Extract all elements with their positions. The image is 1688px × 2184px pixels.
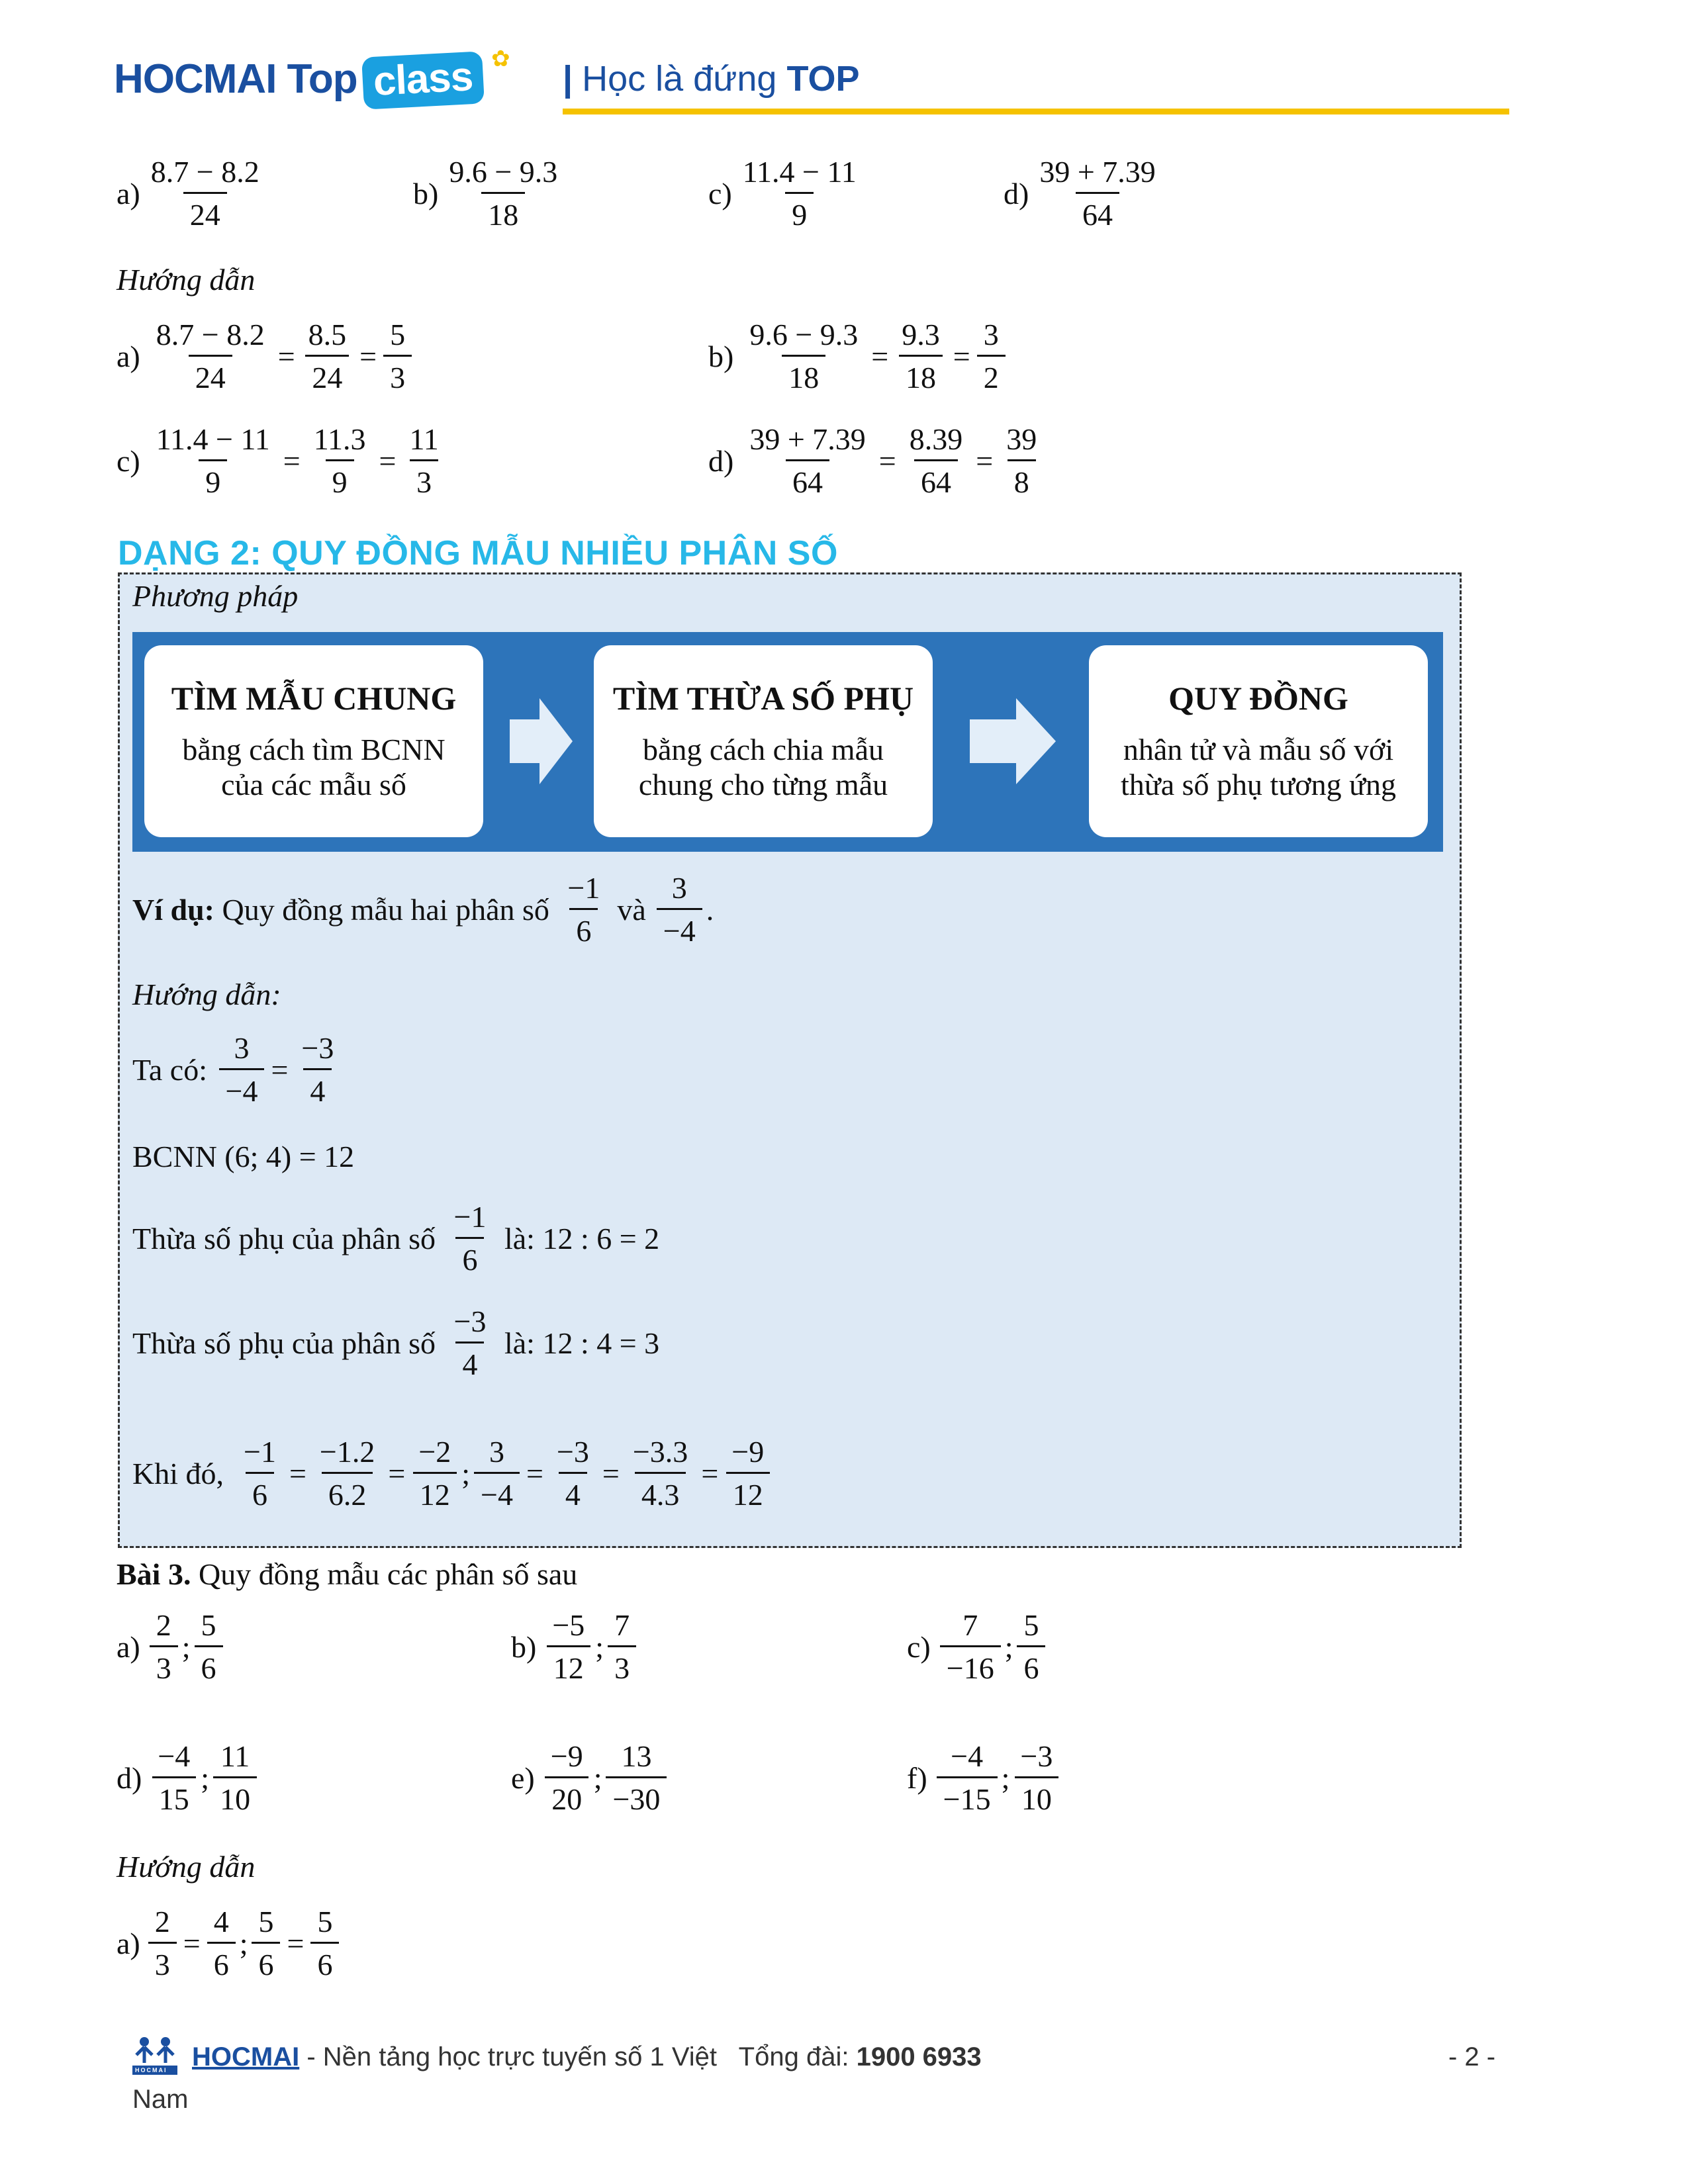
khido-chain-2 <box>470 1436 774 1512</box>
method-title: Phương pháp <box>132 579 299 613</box>
fraction <box>626 1436 694 1512</box>
numerator: 11 <box>220 1739 250 1773</box>
numerator: 11.3 <box>313 422 366 456</box>
example-label: Ví dụ: <box>132 893 214 927</box>
fraction <box>550 1436 596 1512</box>
fraction <box>1013 1741 1059 1816</box>
fraction <box>937 1741 998 1816</box>
step-1-heading: TÌM MẪU CHUNG <box>171 680 457 717</box>
fraction <box>383 319 412 394</box>
fraction <box>895 319 947 394</box>
fraction <box>725 1436 771 1512</box>
logo-class-badge: class <box>361 51 485 109</box>
step-3-line-1: nhân tử và mẫu số với <box>1123 732 1394 766</box>
step-card-1 <box>144 645 483 837</box>
denominator: 3 <box>148 1942 177 1981</box>
item-label: f) <box>907 1761 927 1796</box>
guide-d <box>708 424 1047 499</box>
denominator: 18 <box>899 355 943 394</box>
bai3-b <box>511 1610 640 1685</box>
denominator: 6 <box>252 1942 280 1981</box>
tsp-result: là: 12 : 6 = 2 <box>504 1222 660 1256</box>
item-label: c) <box>708 177 732 211</box>
fraction <box>307 424 373 499</box>
numerator: −5 <box>552 1608 585 1642</box>
tsp-line-2 <box>132 1306 659 1381</box>
equals: = <box>871 340 889 374</box>
denominator: 15 <box>152 1776 196 1815</box>
numerator: 2 <box>156 1608 171 1642</box>
item-label: b) <box>708 340 734 374</box>
denominator: 6 <box>1017 1645 1045 1684</box>
numerator: 9.6 − 9.3 <box>749 318 859 351</box>
numerator: −1 <box>567 871 600 905</box>
denominator: 6 <box>455 1237 484 1276</box>
denominator: 2 <box>977 355 1006 394</box>
item-label: e) <box>511 1761 535 1796</box>
numerator: 7 <box>614 1608 630 1642</box>
and-text: và <box>617 893 646 927</box>
fraction <box>1017 1610 1045 1685</box>
section-title: DẠNG 2: QUY ĐỒNG MẪU NHIỀU PHÂN SỐ <box>118 534 838 572</box>
fraction <box>903 424 970 499</box>
item-label: a) <box>117 177 140 211</box>
fraction <box>151 1741 197 1816</box>
denominator: 4.3 <box>635 1472 686 1511</box>
step-card-2 <box>594 645 933 837</box>
fraction <box>150 424 277 499</box>
numerator: 5 <box>201 1608 216 1642</box>
bai3-d <box>117 1741 261 1816</box>
item-label: d) <box>1004 177 1029 211</box>
step-2-line-2: chung cho từng mẫu <box>638 767 888 801</box>
numerator: 39 <box>1006 422 1037 456</box>
footer-nam: Nam <box>132 2085 189 2114</box>
denominator: 12 <box>413 1472 457 1511</box>
numerator: 3 <box>983 318 999 351</box>
fraction <box>150 1610 178 1685</box>
semicolon: ; <box>1004 1630 1013 1664</box>
denominator: 10 <box>213 1776 257 1815</box>
hotline-number: 1900 6933 <box>856 2042 982 2071</box>
page-number <box>1448 2042 1495 2072</box>
bai3-c <box>907 1610 1049 1685</box>
slogan-bar: | <box>563 59 573 99</box>
footer-brand-link[interactable]: HOCMAI <box>192 2042 300 2071</box>
item-label: d) <box>117 1761 142 1796</box>
semicolon: ; <box>181 1630 191 1664</box>
equals: = <box>277 340 295 374</box>
semicolon: ; <box>461 1457 471 1491</box>
denominator: −4 <box>474 1472 520 1511</box>
denominator: 6.2 <box>322 1472 373 1511</box>
fraction <box>313 1436 381 1512</box>
numerator: −9 <box>731 1435 765 1469</box>
fraction <box>940 1610 1001 1685</box>
equals: = <box>379 444 397 478</box>
fraction <box>213 1741 257 1816</box>
numerator: 9.3 <box>902 318 940 351</box>
denominator: 3 <box>410 459 438 498</box>
numerator: 3 <box>489 1435 505 1469</box>
denominator: 20 <box>545 1776 588 1815</box>
numerator: 5 <box>1023 1608 1039 1642</box>
exercise-b <box>413 156 568 232</box>
numerator: 2 <box>154 1905 170 1938</box>
numerator: 8.5 <box>308 318 347 351</box>
numerator: −3.3 <box>632 1435 688 1469</box>
bai3-heading <box>117 1559 577 1590</box>
numerator: −9 <box>550 1739 583 1773</box>
tsp-result: là: 12 : 4 = 3 <box>504 1326 660 1361</box>
numerator: −2 <box>418 1435 451 1469</box>
numerator: 13 <box>621 1739 652 1773</box>
denominator: 9 <box>326 459 354 498</box>
semicolon: ; <box>1001 1761 1010 1796</box>
semicolon: ; <box>239 1927 248 1961</box>
bai3-e <box>511 1741 671 1816</box>
fraction <box>412 1436 457 1512</box>
tsp-line-1 <box>132 1201 659 1277</box>
numerator: 11 <box>409 422 439 456</box>
bai3-answer-a <box>117 1906 343 1981</box>
denominator: 24 <box>189 355 232 394</box>
fraction <box>302 319 353 394</box>
slogan-top: TOP <box>786 59 860 99</box>
equals: = <box>287 1927 305 1961</box>
fraction <box>743 424 872 499</box>
guide-b <box>708 319 1009 394</box>
step-1-line-1: bằng cách tìm BCNN <box>182 732 445 766</box>
bcnn-line: BCNN (6; 4) = 12 <box>132 1140 355 1173</box>
numerator: −3 <box>453 1304 487 1338</box>
bai3-f <box>907 1741 1063 1816</box>
numerator: 11.4 − 11 <box>156 422 270 456</box>
equals: = <box>602 1457 620 1491</box>
denominator: 9 <box>199 459 227 498</box>
denominator: −4 <box>657 908 702 947</box>
step-2-line-1: bằng cách chia mẫu <box>643 732 884 766</box>
exercise-a <box>117 156 270 232</box>
denominator: 3 <box>383 355 412 394</box>
taco-line <box>132 1032 344 1108</box>
fraction <box>608 1610 636 1685</box>
numerator: 3 <box>671 871 687 905</box>
equals: = <box>878 444 896 478</box>
guide-c <box>117 424 449 499</box>
fraction <box>545 1610 591 1685</box>
header-divider <box>563 109 1509 114</box>
denominator: 64 <box>786 459 829 498</box>
denominator: 18 <box>481 192 525 231</box>
fraction <box>1000 424 1043 499</box>
step-1-line-2: của các mẫu số <box>221 767 406 801</box>
numerator: 8.39 <box>909 422 963 456</box>
numerator: 9.6 − 9.3 <box>449 155 558 189</box>
denominator: 18 <box>782 355 825 394</box>
footer-text: - Nền tảng học trực tuyến số 1 Việt <box>299 2042 718 2071</box>
numerator: 39 + 7.39 <box>749 422 866 456</box>
item-label: b) <box>413 177 439 211</box>
arrow-right-icon <box>510 698 573 784</box>
tsp-text: Thừa số phụ của phân số <box>132 1326 436 1361</box>
step-card-3 <box>1089 645 1428 837</box>
numerator: −3 <box>301 1031 334 1065</box>
equals: = <box>526 1457 543 1491</box>
equals: = <box>289 1457 306 1491</box>
slogan-text: Học là đứng <box>582 59 777 99</box>
denominator: 12 <box>726 1472 770 1511</box>
page-number-text: - 2 - <box>1448 2042 1496 2071</box>
numerator: 5 <box>390 318 406 351</box>
denominator: 6 <box>195 1645 223 1684</box>
numerator: 8.7 − 8.2 <box>156 318 265 351</box>
numerator: 3 <box>234 1031 250 1065</box>
denominator: 12 <box>547 1645 590 1684</box>
star-icon: ✿ <box>491 46 510 71</box>
fraction <box>977 319 1006 394</box>
numerator: 7 <box>962 1608 978 1642</box>
equals: = <box>953 340 970 374</box>
equals: = <box>271 1053 289 1087</box>
item-label: d) <box>708 444 734 478</box>
denominator: 10 <box>1015 1776 1058 1815</box>
denominator: 24 <box>183 192 227 231</box>
bai3-guide-title: Hướng dẫn <box>117 1850 256 1884</box>
example-guide-title: Hướng dẫn: <box>132 978 281 1011</box>
semicolon: ; <box>595 1630 604 1664</box>
numerator: 5 <box>317 1905 333 1938</box>
step-3-heading: QUY ĐỒNG <box>1168 680 1348 717</box>
denominator: −30 <box>606 1776 667 1815</box>
denominator: 3 <box>608 1645 636 1684</box>
semicolon: ; <box>593 1761 602 1796</box>
denominator: 3 <box>150 1645 178 1684</box>
denominator: 24 <box>305 355 349 394</box>
bai3-text: Quy đồng mẫu các phân số sau <box>198 1557 578 1591</box>
denominator: 4 <box>455 1342 484 1381</box>
denominator: 4 <box>303 1068 332 1107</box>
numerator: 5 <box>258 1905 274 1938</box>
period: . <box>706 893 714 927</box>
denominator: −4 <box>219 1068 265 1107</box>
denominator: 4 <box>559 1472 587 1511</box>
denominator: −15 <box>937 1776 998 1815</box>
small-logo-text: HOCMAI <box>135 2067 167 2073</box>
example-statement <box>132 872 714 948</box>
numerator: −3 <box>556 1435 589 1469</box>
numerator: −4 <box>158 1739 191 1773</box>
step-2-heading: TÌM THỪA SỐ PHỤ <box>612 680 914 717</box>
khido-line <box>132 1436 774 1512</box>
numerator: 8.7 − 8.2 <box>150 155 259 189</box>
fraction <box>195 1610 223 1685</box>
fraction <box>544 1741 590 1816</box>
equals: = <box>283 444 301 478</box>
fraction <box>150 319 271 394</box>
denominator: 6 <box>569 908 598 947</box>
fraction <box>743 319 865 394</box>
equals: = <box>359 340 377 374</box>
example-text: Quy đồng mẫu hai phân số <box>222 893 549 927</box>
bai3-a <box>117 1610 227 1685</box>
fraction <box>402 424 445 499</box>
equals: = <box>976 444 994 478</box>
fraction <box>474 1436 520 1512</box>
khido-chain-1 <box>233 1436 461 1512</box>
slogan <box>563 58 859 99</box>
denominator: 64 <box>1076 192 1119 231</box>
logo-main: HOCMAI Top <box>114 56 357 102</box>
numerator: 11.4 − 11 <box>742 155 857 189</box>
numerator: 4 <box>213 1905 229 1938</box>
semicolon: ; <box>201 1761 210 1796</box>
numerator: −1 <box>453 1200 487 1234</box>
hocmai-small-logo <box>131 2035 179 2076</box>
denominator: 8 <box>1008 459 1036 498</box>
exercise-d <box>1004 156 1166 232</box>
equals: = <box>183 1927 201 1961</box>
logo <box>114 46 512 107</box>
fraction <box>606 1741 667 1816</box>
numerator: −3 <box>1020 1739 1053 1773</box>
item-label: a) <box>117 340 140 374</box>
khido-text: Khi đó, <box>132 1457 224 1491</box>
equals: = <box>701 1457 719 1491</box>
tsp-text: Thừa số phụ của phân số <box>132 1222 436 1256</box>
equals: = <box>388 1457 406 1491</box>
denominator: 6 <box>246 1472 274 1511</box>
arrow-right-icon <box>970 698 1056 784</box>
hotline-label: Tổng đài: <box>738 2042 849 2071</box>
guide-a <box>117 319 416 394</box>
numerator: −4 <box>951 1739 984 1773</box>
denominator: 64 <box>914 459 958 498</box>
item-label: a) <box>117 1927 140 1961</box>
exercise-c <box>708 156 867 232</box>
item-label: c) <box>117 444 140 478</box>
guide-title-1: Hướng dẫn <box>117 263 256 296</box>
taco-text: Ta có: <box>132 1053 208 1087</box>
footer-line <box>192 2042 982 2072</box>
numerator: −1.2 <box>319 1435 375 1469</box>
fraction <box>237 1436 283 1512</box>
numerator: −1 <box>244 1435 276 1469</box>
item-label: c) <box>907 1630 931 1664</box>
denominator: 9 <box>785 192 814 231</box>
bai3-label: Bài 3. <box>117 1557 191 1591</box>
denominator: 6 <box>310 1942 339 1981</box>
denominator: 6 <box>207 1942 236 1981</box>
item-label: a) <box>117 1630 140 1664</box>
numerator: 39 + 7.39 <box>1039 155 1156 189</box>
item-label: b) <box>511 1630 537 1664</box>
step-3-line-2: thừa số phụ tương ứng <box>1121 767 1396 801</box>
denominator: −16 <box>940 1645 1001 1684</box>
